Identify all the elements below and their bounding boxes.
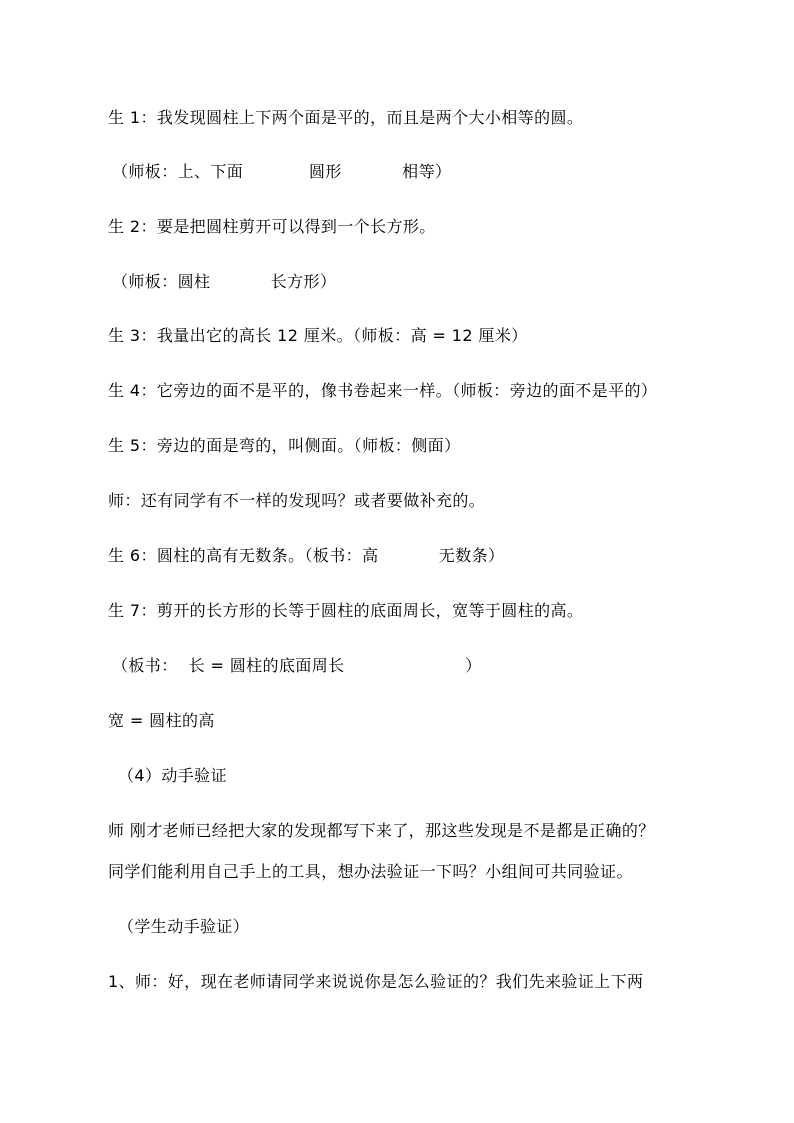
text-line-8: 师：还有同学有不一样的发现吗？或者要做补充的。 xyxy=(108,491,486,510)
text-line-2: （师板：上、下面 圆形 相等） xyxy=(112,162,452,181)
text-line-10: 生 7：剪开的长方形的长等于圆柱的底面周长，宽等于圆柱的高。 xyxy=(108,601,584,620)
text-line-5: 生 3：我量出它的高长 12 厘米。（师板：高 = 12 厘米） xyxy=(108,326,528,345)
text-line-13: （4）动手验证 xyxy=(118,766,227,785)
text-line-12: 宽 = 圆柱的高 xyxy=(108,711,215,730)
text-line-7: 生 5：旁边的面是弯的，叫侧面。（师板：侧面） xyxy=(108,436,461,455)
text-line-3: 生 2：要是把圆柱剪开可以得到一个长方形。 xyxy=(108,217,436,236)
text-line-16: （学生动手验证） xyxy=(118,917,250,936)
text-line-14: 师 刚才老师已经把大家的发现都写下来了，那这些发现是不是都是正确的？ xyxy=(108,821,655,840)
text-line-15: 同学们能利用自己手上的工具，想办法验证一下吗？小组间可共同验证。 xyxy=(108,862,633,881)
text-line-9: 生 6：圆柱的高有无数条。（板书：高 无数条） xyxy=(108,546,505,565)
text-line-17: 1、师：好，现在老师请同学来说说你是怎么验证的？我们先来验证上下两 xyxy=(108,972,644,991)
text-line-4: （师板：圆柱 长方形） xyxy=(112,272,337,291)
text-line-1: 生 1：我发现圆柱上下两个面是平的，而且是两个大小相等的圆。 xyxy=(108,108,584,127)
text-line-6: 生 4：它旁边的面不是平的，像书卷起来一样。（师板：旁边的面不是平的） xyxy=(108,381,658,400)
text-line-11: （板书： 长 = 圆柱的底面周长 ） xyxy=(112,656,482,675)
